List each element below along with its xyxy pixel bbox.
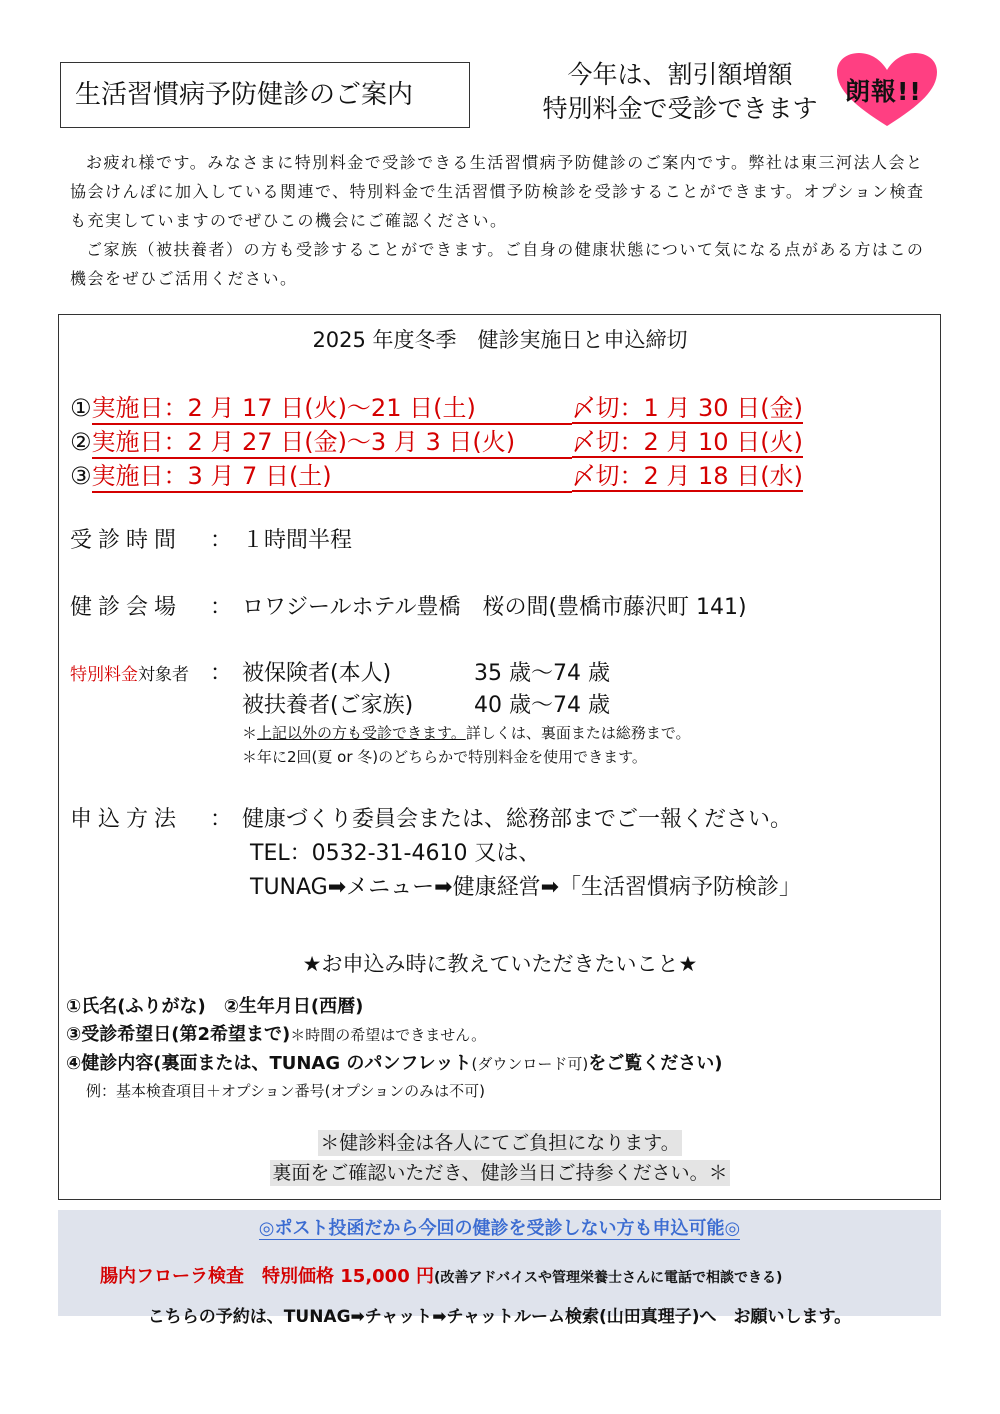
requirement-text: ③受診希望日(第2希望まで)	[66, 1024, 291, 1045]
time-value: １時間半程	[242, 528, 353, 553]
target-row	[70, 656, 610, 687]
schedule-number: ③	[70, 462, 92, 490]
requirement-item-1: ①氏名(ふりがな) ②生年月日(西暦)	[66, 996, 364, 1017]
schedule-date: 実施日：2 月 27 日(金)～3 月 3 日(火)	[92, 422, 572, 459]
target-note-1	[242, 722, 691, 743]
target-label	[70, 660, 210, 685]
requirement-text: ④健診内容(裏面または、TUNAG のパンフレット	[66, 1053, 472, 1074]
requirement-item-3	[66, 1049, 722, 1075]
schedule-number: ②	[70, 428, 92, 456]
venue-row	[70, 590, 747, 621]
time-row	[70, 523, 352, 554]
schedule-heading: 2025 年度冬季 健診実施日と申込締切	[312, 328, 688, 352]
method-line-2: TEL：0532-31-4610 又は、	[250, 841, 541, 866]
requirements-heading: ★お申込み時に教えていただきたいこと★	[302, 952, 698, 976]
venue-value: ロワジールホテル豊橋 桜の間(豊橋市藤沢町 141)	[242, 595, 747, 620]
method-label: 申込方法	[70, 807, 183, 832]
flora-test-note: (改善アドバイスや管理栄養士さんに電話で相談できる)	[434, 1270, 783, 1286]
schedule-deadline: 〆切：2 月 18 日(水)	[571, 462, 803, 490]
fee-line-2: 裏面をご確認いただき、健診当日ご持参ください。＊	[272, 1162, 728, 1184]
colon: ：	[210, 595, 233, 620]
headline-line2: 特別料金で受診できます	[542, 94, 818, 123]
schedule-deadline: 〆切：2 月 10 日(火)	[571, 428, 803, 456]
colon: ：	[210, 807, 233, 832]
time-label: 受診時間	[70, 528, 183, 553]
footer-line-3: こちらの予約は、TUNAG➡チャット➡チャットルーム検索(山田真理子)へ お願いします。	[147, 1307, 852, 1327]
method-line-3: TUNAG➡メニュー➡健康経営➡「生活習慣病予防検診」	[250, 875, 802, 900]
schedule-date: 実施日：3 月 7 日(土)	[92, 456, 572, 493]
headline-line1: 今年は、割引額増額	[567, 60, 793, 89]
note-prefix: ＊	[242, 724, 258, 742]
target-2-who: 被扶養者(ご家族)	[242, 693, 414, 718]
schedule-item	[70, 422, 803, 459]
intro-text	[70, 148, 930, 293]
good-news-badge: 朗報!!	[845, 77, 922, 106]
fee-line-1: ＊健診料金は各人にてご負担になります。	[320, 1132, 680, 1154]
target-row-2	[242, 688, 610, 719]
requirement-text-end: をご覧ください)	[588, 1053, 723, 1074]
target-2-age: 40 歳～74 歳	[474, 693, 610, 718]
method-row	[70, 802, 792, 833]
target-label-rest: 対象者	[138, 665, 189, 685]
venue-label: 健診会場	[70, 595, 183, 620]
schedule-item	[70, 388, 803, 425]
requirement-example: 例：基本検査項目＋オプション番号(オプションのみは不可)	[86, 1082, 486, 1100]
intro-paragraph-1: お疲れ様です。みなさまに特別料金で受診できる生活習慣病予防健診のご案内です。弊社は東三河法人会と協会けんぽに加入している関連で、特別料金で生活習慣予防検診を受診することができます。オプション検査も充実していますのでぜひこの機会にご確認ください。	[70, 153, 925, 230]
footer-line-2	[100, 1262, 782, 1288]
footer-line-1	[58, 1214, 941, 1240]
fee-note-1	[240, 1128, 760, 1155]
intro-paragraph-2: ご家族（被扶養者）の方も受診することができます。ご自身の健康状態について気になる点がある方はこの機会をぜひご活用ください。	[70, 240, 925, 288]
target-1-age: 35 歳～74 歳	[474, 661, 610, 686]
target-1-who: 被保険者(本人)	[242, 661, 392, 686]
schedule-number: ①	[70, 394, 92, 422]
footer-line-1-text: ◎ポスト投函だから今回の健診を受診しない方も申込可能◎	[258, 1218, 741, 1239]
note-rest: 詳しくは、裏面または総務まで。	[465, 724, 691, 742]
colon: ：	[210, 528, 233, 553]
headline	[500, 58, 860, 126]
target-label-red: 特別料金	[70, 665, 138, 685]
colon: ：	[210, 661, 233, 686]
schedule-deadline: 〆切：1 月 30 日(金)	[571, 394, 803, 422]
requirement-note: ＊時間の希望はできません。	[290, 1026, 487, 1044]
schedule-item	[70, 456, 803, 493]
flora-test-price: 腸内フローラ検査 特別価格 15,000 円	[100, 1266, 434, 1287]
note-underlined: 上記以外の方も受診できます。	[257, 724, 466, 742]
page-title: 生活習慣病予防健診のご案内	[60, 62, 470, 128]
requirement-note: (ダウンロード可)	[471, 1055, 589, 1073]
schedule-date: 実施日：2 月 17 日(火)～21 日(土)	[92, 388, 572, 425]
method-line-1: 健康づくり委員会または、総務部までご一報ください。	[242, 807, 793, 832]
fee-note-2	[240, 1158, 760, 1185]
target-note-2: ＊年に2回(夏 or 冬)のどちらかで特別料金を使用できます。	[242, 748, 647, 766]
requirement-item-2	[66, 1020, 486, 1046]
